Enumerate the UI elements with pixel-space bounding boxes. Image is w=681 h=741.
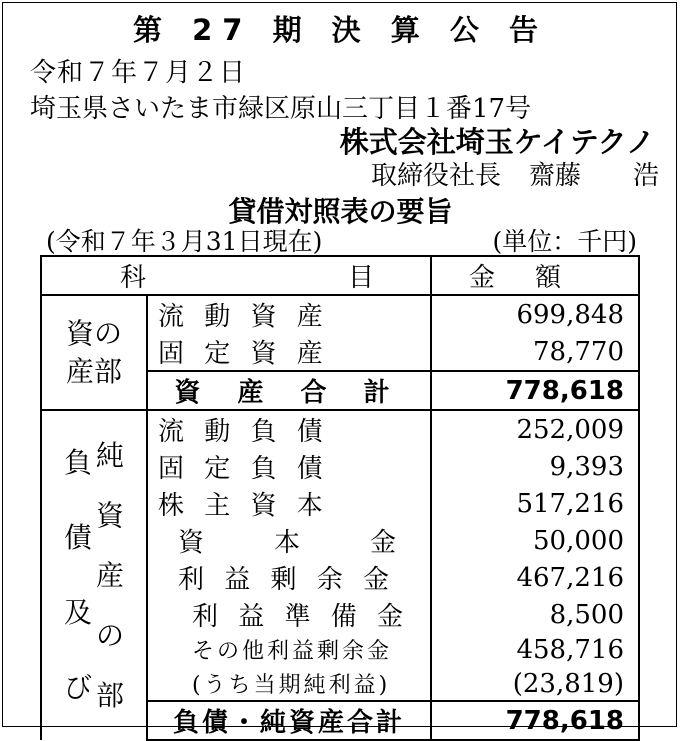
- company-address: 埼玉県さいたま市緑区原山三丁目１番17号: [30, 94, 532, 124]
- net-assets-column: [96, 426, 124, 726]
- group-char: 及: [63, 596, 92, 630]
- liabilities-column: [64, 426, 92, 726]
- header-account-1: 科: [120, 263, 147, 293]
- assets-group-line2: 産部: [65, 354, 122, 388]
- row-amount: 467,216: [431, 559, 639, 596]
- group-char: 負: [63, 446, 92, 480]
- group-char: の: [96, 618, 125, 652]
- unit-label: (単位：千円): [492, 227, 637, 256]
- row-label: 負債・純資産合計: [147, 701, 431, 740]
- row-amount: 778,618: [431, 701, 639, 740]
- row-amount: 252,009: [431, 410, 639, 448]
- row-amount: 50,000: [431, 522, 639, 559]
- liabilities-group-label: [41, 410, 147, 740]
- notice-title: 第 27 期 決 算 公 告: [133, 13, 548, 47]
- header-account: [41, 256, 431, 295]
- row-label: 利 益 準 備 金: [147, 596, 431, 633]
- row-label: 固 定 資 産: [147, 333, 431, 371]
- row-amount: 699,848: [431, 295, 639, 333]
- row-amount: (23,819): [431, 667, 639, 702]
- table-row: [41, 410, 639, 448]
- notice-date: 令和７年７月２日: [30, 58, 247, 88]
- row-amount: 9,393: [431, 448, 639, 485]
- row-label: 資 産 合 計: [147, 371, 431, 410]
- balance-sheet-date: (令和７年３月31日現在): [46, 227, 323, 256]
- liabilities-group-columns: [42, 426, 146, 726]
- row-amount: 517,216: [431, 485, 639, 522]
- row-amount: 78,770: [431, 333, 639, 371]
- group-char: 部: [96, 678, 125, 712]
- row-label: 資 本 金: [147, 522, 431, 559]
- row-label: 流 動 資 産: [147, 295, 431, 333]
- representative-title: 取締役社長: [370, 161, 501, 191]
- row-label: 利 益 剰 余 金: [147, 559, 431, 596]
- group-char: 純: [96, 438, 125, 472]
- row-label: その他利益剰余金: [147, 633, 431, 667]
- row-amount: 458,716: [431, 633, 639, 667]
- representative-name: 齋藤 浩: [528, 161, 659, 191]
- group-char: 産: [96, 558, 125, 592]
- header-account-2: 目: [348, 263, 375, 293]
- header-amount: 金額: [431, 256, 639, 295]
- row-label: 株 主 資 本: [147, 485, 431, 522]
- row-label: (うち当期純利益): [147, 667, 431, 702]
- group-char: び: [63, 671, 92, 705]
- row-label: 流 動 負 債: [147, 410, 431, 448]
- balance-sheet-table: [40, 255, 640, 741]
- row-amount: 778,618: [431, 371, 639, 410]
- group-char: 資: [96, 498, 125, 532]
- group-char: 債: [63, 521, 92, 555]
- row-amount: 8,500: [431, 596, 639, 633]
- balance-sheet-title: 貸借対照表の要旨: [228, 195, 453, 228]
- row-label: 固 定 負 債: [147, 448, 431, 485]
- assets-group-label: [41, 295, 147, 410]
- assets-group-line1: 資の: [65, 316, 122, 350]
- company-name: 株式会社埼玉ケイテクノ: [339, 125, 655, 159]
- table-header-row: [41, 256, 639, 295]
- representative: [371, 155, 659, 192]
- table-row: [41, 295, 639, 333]
